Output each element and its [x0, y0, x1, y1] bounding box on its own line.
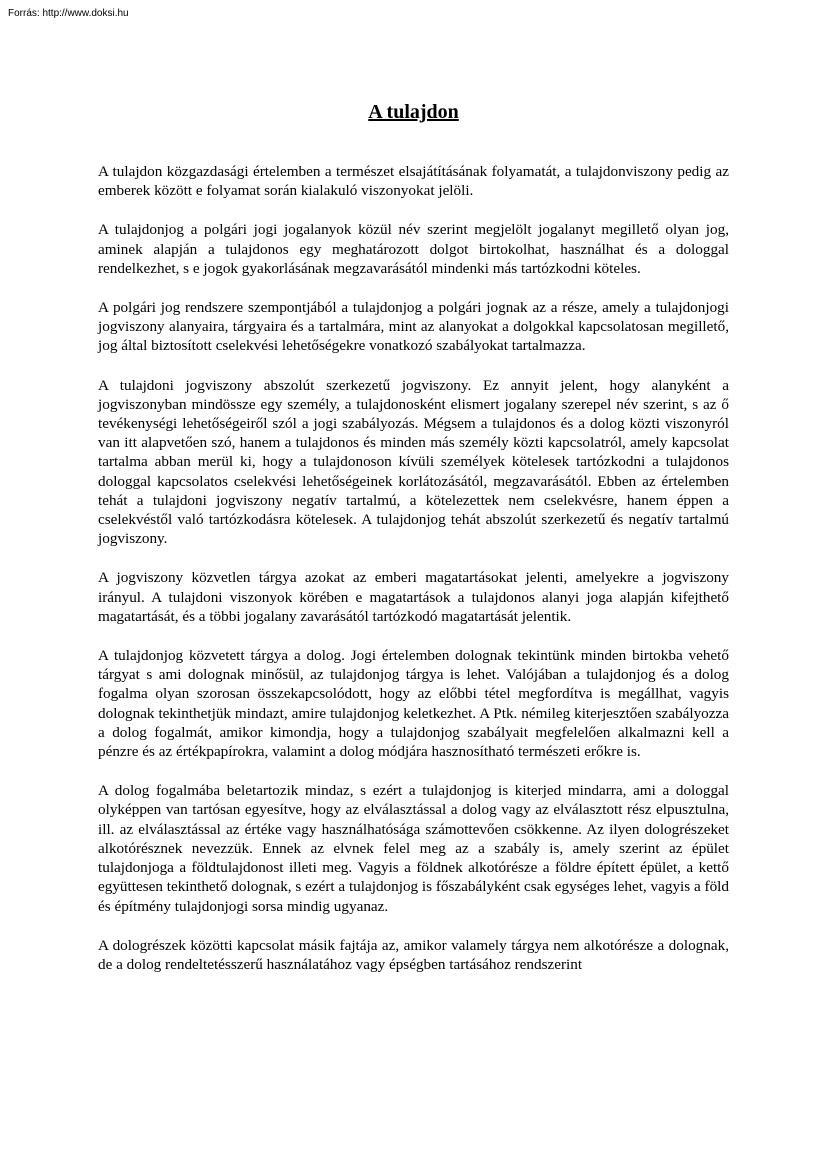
paragraph: A tulajdonjog közvetett tárgya a dolog. Jogi értelemben dolognak tekintünk minden birtokba vehető tárgyat s ami dolognak minősül, az tulajdonjog tárgya is lehet. Valójában a tulajdonjog és a dolog fogalma olyan szorosan összekapcsolódott, hogy az előbbi tétel megfordítva is megállhat, vagyis dolognak tekinthetjük mindazt, amire tulajdonjog keletkezhet. A Ptk. némileg kiterjesztően szabályozza a dolog fogalmát, amikor kimondja, hogy a tulajdonjog szabályait megfelelően alkalmazni kell a pénzre és az értékpapírokra, valamint a dolog módjára hasznosítható természeti erőkre is.: [98, 647, 729, 761]
page-title: A tulajdon: [368, 101, 459, 123]
source-line: Forrás: http://www.doksi.hu: [8, 8, 129, 19]
paragraph: A dolog fogalmába beletartozik mindaz, s ezért a tulajdonjog is kiterjed mindarra, ami a dologgal olyképpen van tartósan egyesítve, hogy az elválasztással a dolog vagy az elválasztott rész elpusztulna, ill. az elválasztással az értéke vagy használhatósága számottevően csökkenne. Az ilyen dologrészeket alkotórésznek nevezzük. Ennek az elvnek felel meg az a szabály is, amely szerint az épület tulajdonjoga a földtulajdonost illeti meg. Vagyis a földnek alkotórésze a földre épített épület, a kettő együttesen tekinthető dolognak, s ezért a tulajdonjog is főszabályként csak egységes lehet, vagyis a föld és építmény tulajdonjogi sorsa mindig ugyanaz.: [98, 782, 729, 915]
document-body: [98, 162, 729, 994]
paragraph: A polgári jog rendszere szempontjából a tulajdonjog a polgári jognak az a része, amely a tulajdonjogi jogviszony alanyaira, tárgyaira és a tartalmára, mint az alanyokat a dolgokkal kapcsolatosan megillető, jog által biztosított cselekvési lehetőségekre vonatkozó szabályokat tartalmazza.: [98, 299, 729, 355]
paragraph: A tulajdon közgazdasági értelemben a természet elsajátításának folyamatát, a tulajdonviszony pedig az emberek között e folyamat során kialakuló viszonyokat jelöli.: [98, 163, 729, 200]
paragraph: A jogviszony közvetlen tárgya azokat az emberi magatartásokat jelenti, amelyekre a jogviszony irányul. A tulajdoni viszonyok körében e magatartások a tulajdonos alanyi joga alapján kifejthető magatartását, és a többi jogalany zavarásától tartózkodó magatartását jelentik.: [98, 569, 729, 625]
paragraph: A tulajdonjog a polgári jogi jogalanyok közül név szerint megjelölt jogalanyt megillető olyan jog, aminek alapján a tulajdonos egy meghatározott dolgot birtokolhat, használhat és a dologgal rendelkezhet, s e jogok gyakorlásának megzavarásától mindenki más tartózkodni köteles.: [98, 221, 729, 277]
paragraph: A tulajdoni jogviszony abszolút szerkezetű jogviszony. Ez annyit jelent, hogy alanyként a jogviszonyban mindössze egy személy, a tulajdonosként elismert jogalany szerepel név szerint, s az ő tevékenységi lehetőségeiről szól a jogi szabályozás. Mégsem a tulajdonos és a dolog közti viszonyról van itt alapvetően szó, hanem a tulajdonos és minden más személy közti kapcsolatról, amely kapcsolat tartalma abban merül ki, hogy a tulajdonoson kívüli személyek kötelesek tartózkodni a tulajdonos dologgal kapcsolatos cselekvési lehetőségeinek korlátozásától, megzavarásától. Ebben az értelemben tehát a tulajdoni jogviszony negatív tartalmú, a kötelezettek nem cselekvésre, hanem éppen a cselekvéstől való tartózkodásra kötelesek. A tulajdonjog tehát abszolút szerkezetű és negatív tartalmú jogviszony.: [98, 376, 729, 548]
paragraph: A dologrészek közötti kapcsolat másik fajtája az, amikor valamely tárgya nem alkotórésze a dolognak, de a dolog rendeltetésszerű használatához vagy épségben tartásához rendszerint: [98, 936, 729, 973]
